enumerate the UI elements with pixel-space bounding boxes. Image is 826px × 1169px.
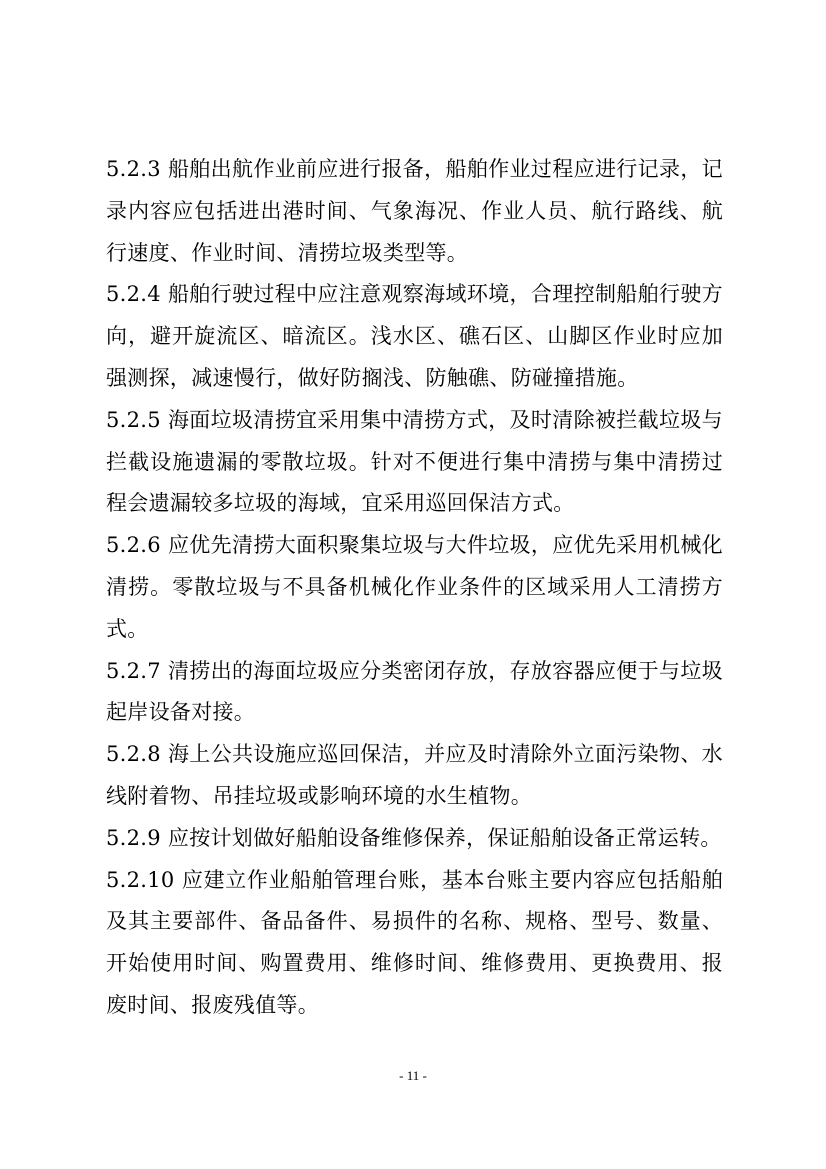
paragraph-5-2-9: 5.2.9 应按计划做好船舶设备维修保养，保证船舶设备正常运转。: [106, 825, 722, 850]
paragraph-5-2-8: 5.2.8 海上公共设施应巡回保洁，并应及时清除外立面污染物、水线附着物、吊挂垃圾或影响环境的水生植物。: [106, 742, 723, 808]
body-text: [106, 149, 723, 1027]
page-number: - 11 -: [399, 1068, 427, 1083]
paragraph-5-2-7: 5.2.7 清捞出的海面垃圾应分类密闭存放，存放容器应便于与垃圾起岸设备对接。: [106, 658, 723, 725]
paragraph-5-2-5: 5.2.5 海面垃圾清捞宜采用集中清捞方式，及时清除被拦截垃圾与拦截设施遗漏的零散垃圾。针对不便进行集中清捞与集中清捞过程会遗漏较多垃圾的海域，宜采用巡回保洁方式。: [106, 407, 723, 516]
paragraph-5-2-6: 5.2.6 应优先清捞大面积聚集垃圾与大件垃圾，应优先采用机械化清捞。零散垃圾与不具备机械化作业条件的区域采用人工清捞方式。: [106, 533, 723, 641]
paragraph-5-2-3: 5.2.3 船舶出航作业前应进行报备，船舶作业过程应进行记录，记录内容应包括进出港时间、气象海况、作业人员、航行路线、航行速度、作业时间、清捞垃圾类型等。: [106, 157, 723, 265]
paragraph-5-2-10: 5.2.10 应建立作业船舶管理台账，基本台账主要内容应包括船舶及其主要部件、备品备件、易损件的名称、规格、型号、数量、开始使用时间、购置费用、维修时间、维修费用、更换费用、报废时间、报废残值等。: [106, 867, 723, 1017]
paragraph-5-2-4: 5.2.4 船舶行驶过程中应注意观察海域环境，合理控制船舶行驶方向，避开旋流区、暗流区。浅水区、礁石区、山脚区作业时应加强测探，减速慢行，做好防搁浅、防触礁、防碰撞措施。: [106, 282, 723, 390]
